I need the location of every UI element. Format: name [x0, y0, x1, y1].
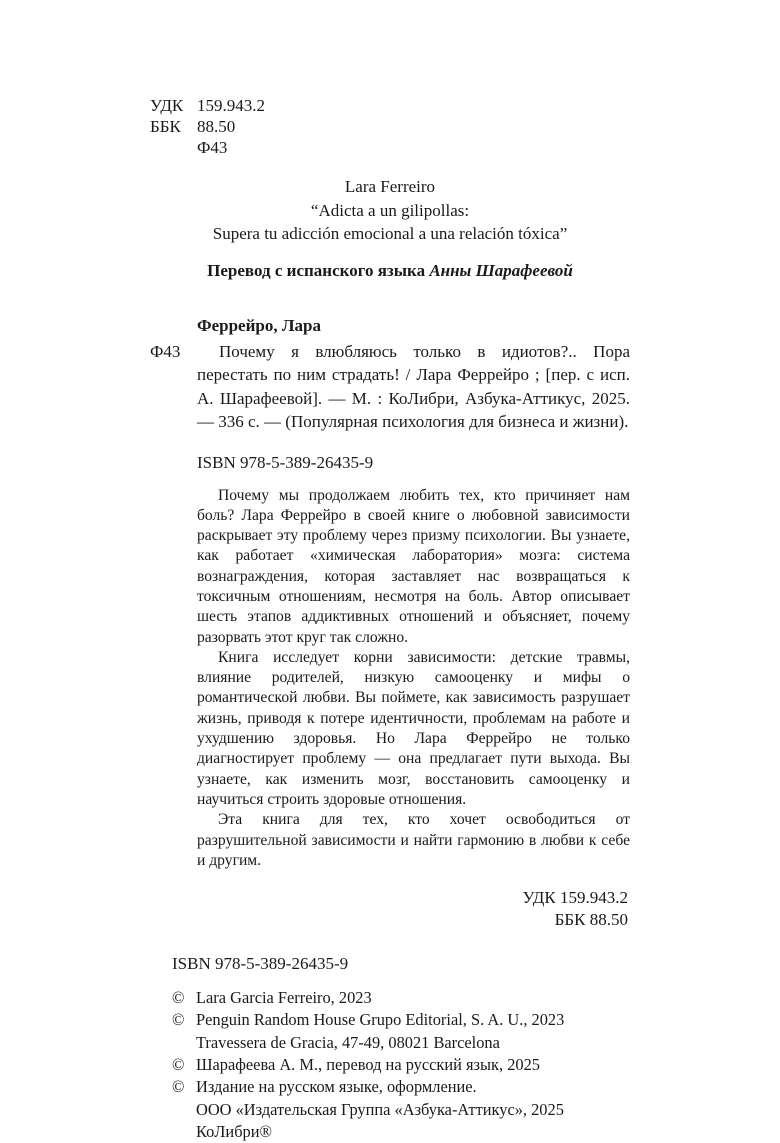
- codes-right-block: [150, 887, 630, 931]
- annotation-paragraph: Эта книга для тех, кто хочет освободиться от разрушительной зависимости и найти гармонию в любви к себе и другим.: [197, 811, 630, 869]
- isbn-bottom: ISBN 978-5-389-26435-9: [172, 954, 349, 974]
- imprint-name: КоЛибри®: [196, 1121, 272, 1141]
- original-title-block: [150, 175, 630, 245]
- bib-body: [150, 340, 630, 434]
- bbk-row: [150, 116, 630, 137]
- copyright-icon: ©: [172, 1055, 185, 1075]
- isbn-main: ISBN 978-5-389-26435-9: [197, 452, 374, 472]
- original-title-line-2: Supera tu adicción emocional a una relación tóxica”: [212, 224, 568, 243]
- copyright-icon: ©: [172, 1010, 185, 1030]
- annotation-paragraph: Почему мы продолжаем любить тех, кто причиняет нам боль? Лара Феррейро в своей книге о любовной зависимости раскрывает эту проблему через призму психологии. Вы узнаете, как работает «химическая лаборатория» мозга: система вознаграждения, которая заставляет нас возвращаться к токсичным отношениям, несмотря на боль. Автор описывает шесть этапов аддиктивных отношений и объясняет, почему разорвать этот круг так сложно.: [197, 486, 630, 646]
- udk-right: УДК 159.943.2: [522, 888, 628, 908]
- bib-author: Феррейро, Лара: [197, 316, 321, 335]
- udk-value: 159.943.2: [197, 96, 265, 115]
- classification-block: [150, 95, 630, 158]
- original-title-line-1: “Adicta a un gilipollas:: [310, 201, 470, 220]
- copyright-subtext: Travessera de Gracia, 47-49, 08021 Barcelona: [196, 1032, 500, 1052]
- copyright-subtext: ООО «Издательская Группа «Азбука-Аттикус», 2025: [196, 1099, 564, 1119]
- translator-credit: [150, 261, 630, 281]
- copyright-text: Penguin Random House Grupo Editorial, S. A. U., 2023: [196, 1010, 565, 1030]
- copyright-text: Издание на русском языке, оформление.: [196, 1077, 477, 1097]
- annotation-block: [197, 486, 630, 872]
- bbk-value: 88.50: [197, 117, 236, 136]
- bib-description: Почему я влюбляюсь только в идиотов?.. Пора перестать по ним страдать! / Лара Феррейро ; [пер. с исп. А. Шарафеевой]. — М. : КоЛибри, Азбука-Аттикус, 2025. — 336 с. — (Популярная психология для бизнеса и жизни).: [197, 341, 630, 431]
- translator-name: Анны Шарафеевой: [429, 261, 573, 280]
- classification-code: Ф43: [197, 138, 228, 157]
- bbk-label: ББК: [150, 117, 181, 136]
- copyright-text: Шарафеева А. М., перевод на русский язык, 2025: [196, 1055, 540, 1075]
- copyright-row: [172, 1054, 630, 1076]
- copyright-icon: ©: [172, 1077, 185, 1097]
- translator-prefix: Перевод с испанского языка: [207, 261, 430, 280]
- copyright-icon: ©: [172, 988, 185, 1008]
- udk-row: [150, 95, 630, 116]
- copyright-text: Lara Garcia Ferreiro, 2023: [196, 988, 372, 1008]
- udk-label: УДК: [150, 96, 184, 115]
- copyright-row: [172, 1076, 630, 1098]
- original-author: Lara Ferreiro: [344, 177, 436, 196]
- annotation-paragraph: Книга исследует корни зависимости: детские травмы, влияние родителей, низкую самооценку и мифы о романтической любви. Вы поймете, как зависимость разрушает жизнь, приводя к потере идентичности, проблемам на работе и ухудшению здоровья. Но Лара Феррейро не только диагностирует проблему — она предлагает пути выхода. Вы узнаете, как изменить мозг, восстановить самооценку и научиться строить здоровые отношения.: [197, 648, 630, 808]
- copyright-row: [172, 1009, 630, 1031]
- copyright-block: [172, 987, 630, 1143]
- bbk-right: ББК 88.50: [554, 910, 628, 930]
- bib-sigla: Ф43: [150, 341, 181, 361]
- copyright-row: [172, 987, 630, 1009]
- bibliographic-record: [150, 314, 630, 434]
